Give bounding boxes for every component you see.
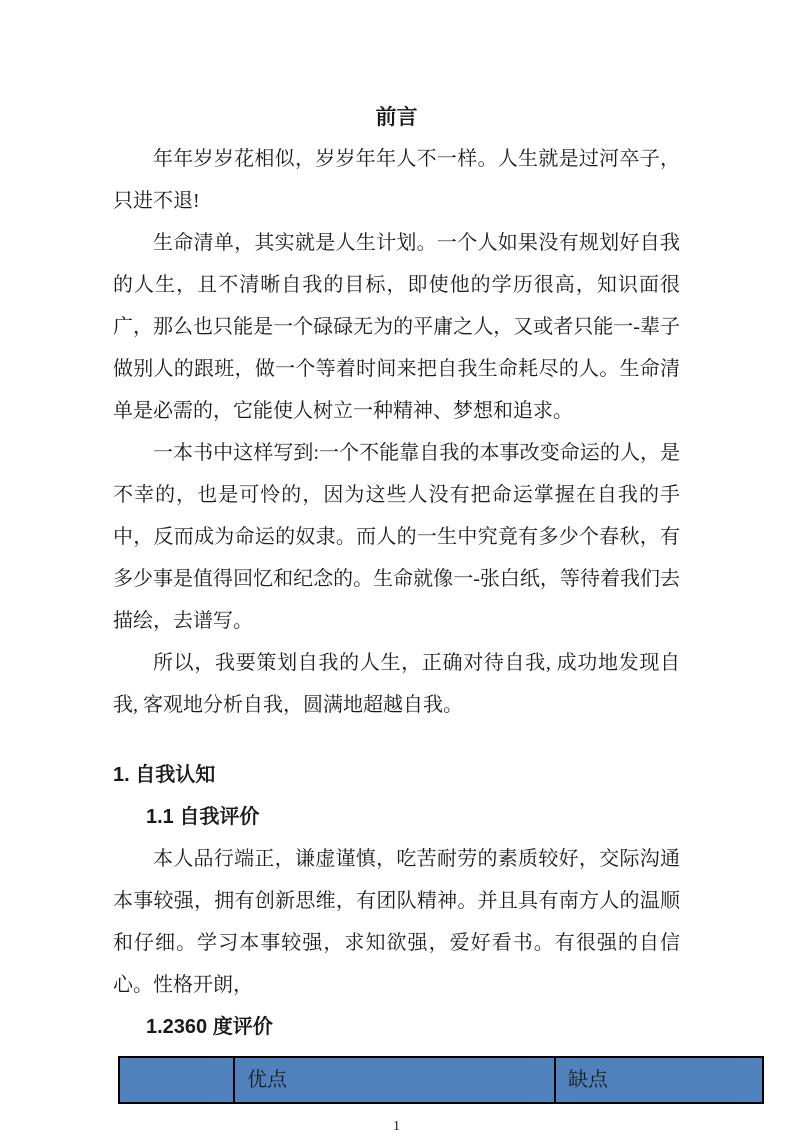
subsection-heading-360-evaluation: 1.2360 度评价 xyxy=(146,1016,273,1038)
document-title: 前言 xyxy=(375,105,418,129)
self-evaluation-paragraph: 本人品行端正，谦虚谨慎，吃苦耐劳的素质较好，交际沟通本事较强，拥有创新思维，有团队精神。并且具有南方人的温顺和仔细。学习本事较强，求知欲强，爱好看书。有很强的自信心。性格开朗， xyxy=(113,848,680,996)
page-number: 1 xyxy=(393,1119,400,1134)
evaluation-table-header-row xyxy=(119,1057,763,1103)
evaluation-table xyxy=(118,1056,764,1104)
table-header-advantages-cell: 优点 xyxy=(234,1057,555,1103)
preface-paragraph-3: 一本书中这样写到:一个不能靠自我的本事改变命运的人，是不幸的，也是可怜的，因为这些人没有把命运掌握在自我的手中，反而成为命运的奴隶。而人的一生中究竟有多少个春秋，有多少事是值得回忆和纪念的。生命就像一-张白纸，等待着我们去描绘，去谱写。 xyxy=(113,442,680,632)
preface-paragraph-1: 年年岁岁花相似，岁岁年年人不一样。人生就是过河卒子，只进不退! xyxy=(113,148,680,212)
table-header-empty-cell xyxy=(119,1057,234,1103)
preface-paragraph-4: 所以，我要策划自我的人生，正确对待自我, 成功地发现自我, 客观地分析自我，圆满地超越自我。 xyxy=(113,652,680,716)
table-header-disadvantages-cell: 缺点 xyxy=(555,1057,763,1103)
subsection-heading-self-evaluation: 1.1 自我评价 xyxy=(146,806,260,828)
preface-paragraph-2: 生命清单，其实就是人生计划。一个人如果没有规划好自我的人生，且不清晰自我的目标，即使他的学历很高，知识面很广，那么也只能是一个碌碌无为的平庸之人，又或者只能一-辈子做别人的跟班，做一个等着时间来把自我生命耗尽的人。生命清单是必需的，它能使人树立一种精神、梦想和追求。 xyxy=(113,232,680,422)
section-heading-self-cognition: 1. 自我认知 xyxy=(113,764,216,786)
